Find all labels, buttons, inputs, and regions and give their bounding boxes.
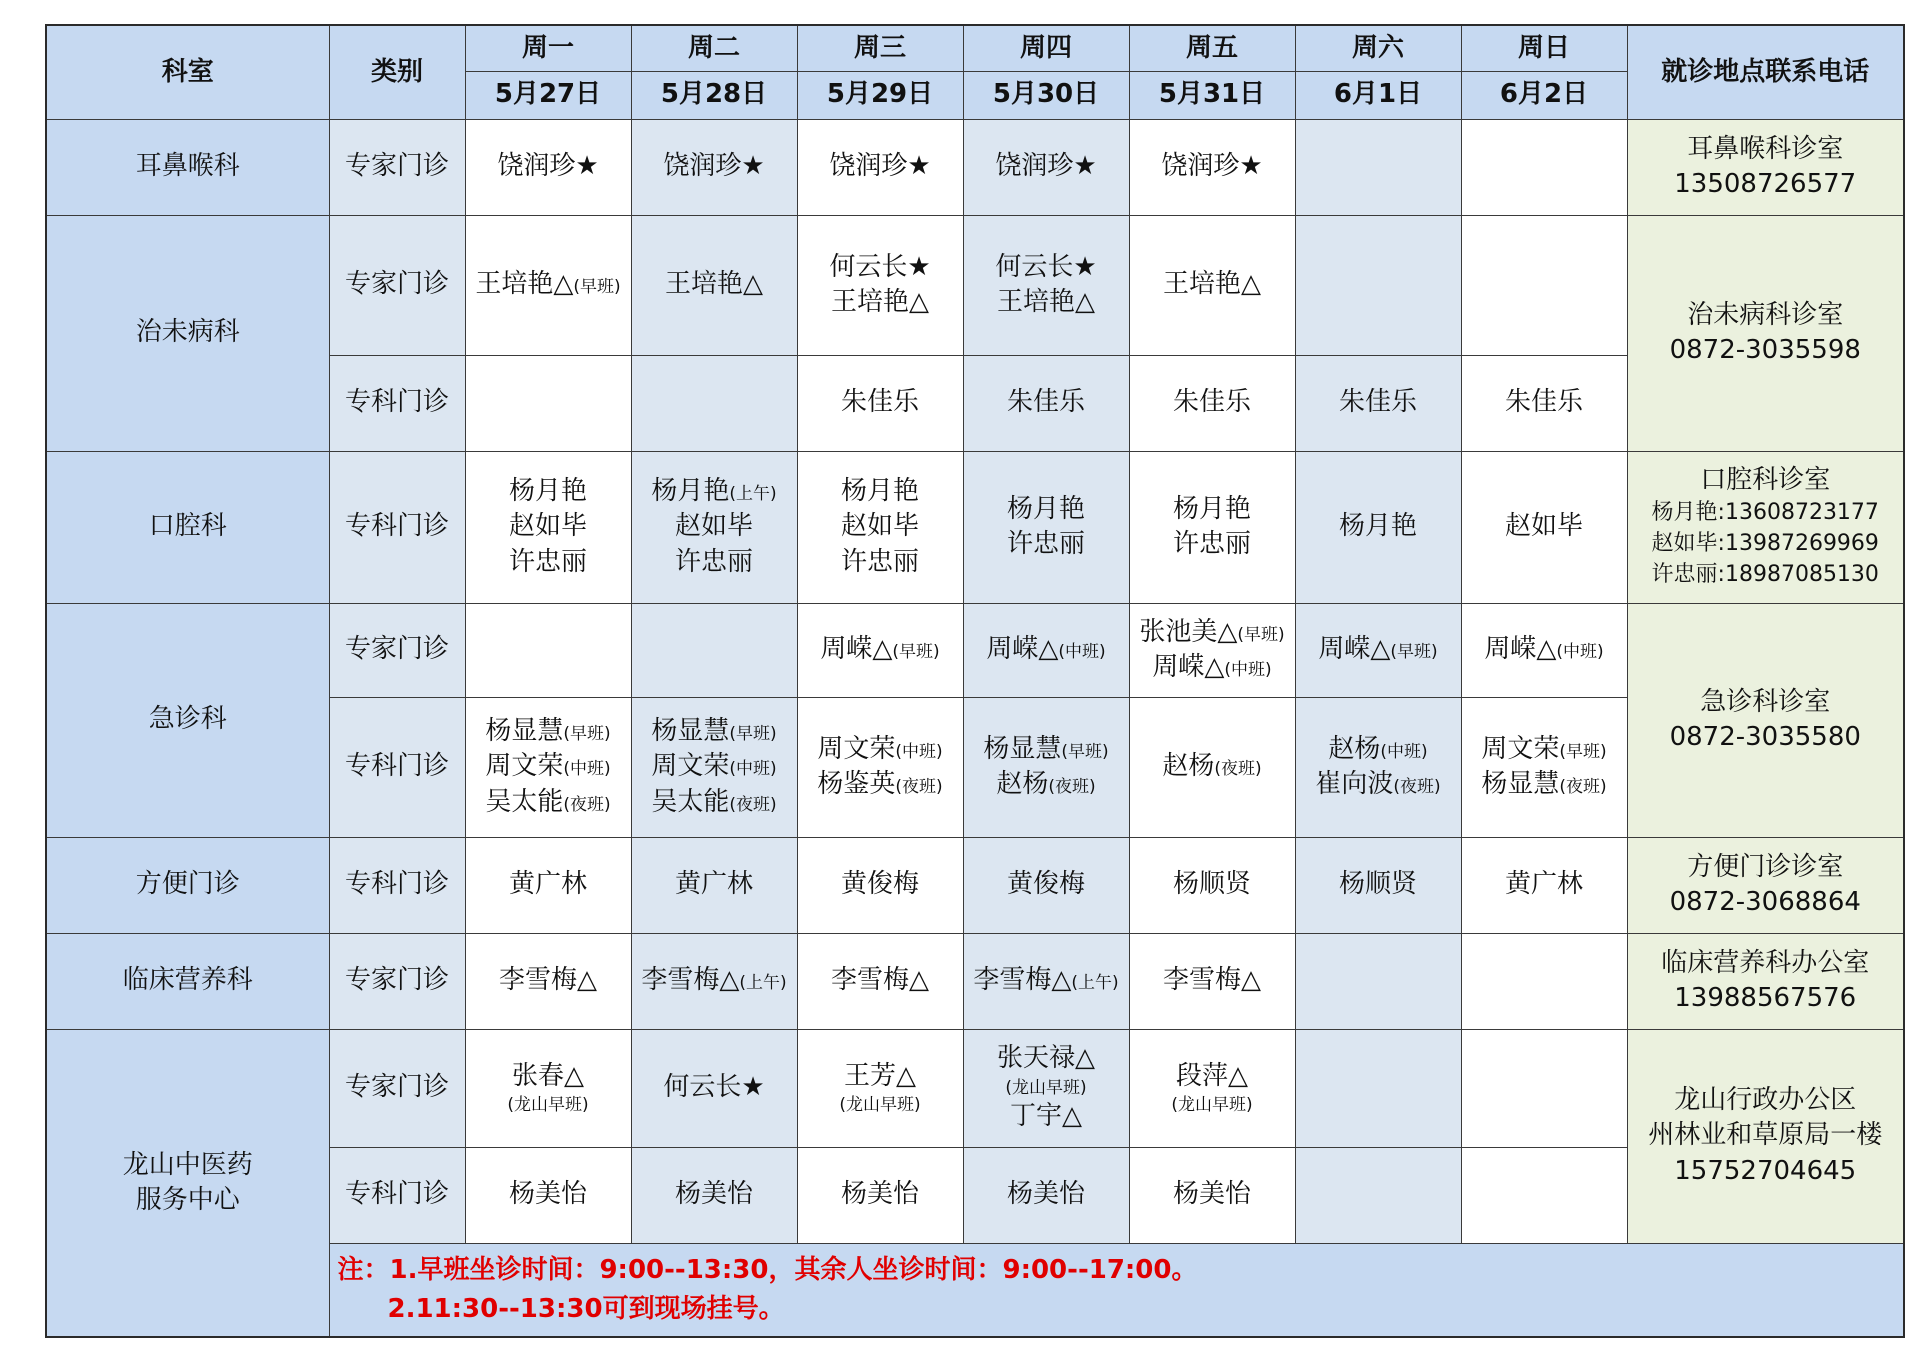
location-phone: 赵如毕:13987269969 <box>1651 531 1879 557</box>
header-date: 5月31日 <box>1129 71 1295 119</box>
header-date: 5月27日 <box>465 71 631 119</box>
schedule-cell: 王培艳△ <box>1129 215 1295 355</box>
schedule-cell: 杨美怡 <box>465 1147 631 1243</box>
location-name: 口腔科诊室 <box>1700 465 1831 496</box>
schedule-cell: 杨顺贤 <box>1295 837 1461 933</box>
header-location: 就诊地点联系电话 <box>1627 25 1904 119</box>
category-expert: 专家门诊 <box>329 603 465 697</box>
schedule-cell <box>631 355 797 451</box>
dept-preventive: 治未病科 <box>46 215 329 451</box>
schedule-cell: 周嵘△(中班) <box>963 603 1129 697</box>
schedule-cell <box>1295 215 1461 355</box>
location-convenience <box>1627 837 1904 933</box>
schedule-cell: 张春△ (龙山早班) <box>465 1029 631 1147</box>
dept-longshan: 龙山中医药 服务中心 <box>46 1029 329 1337</box>
category-special: 专科门诊 <box>329 837 465 933</box>
schedule-cell: 饶润珍★ <box>465 119 631 215</box>
location-name: 耳鼻喉科诊室 <box>1687 133 1844 164</box>
schedule-cell: 李雪梅△ <box>1129 933 1295 1029</box>
notes <box>329 1243 1904 1337</box>
schedule-cell: 饶润珍★ <box>797 119 963 215</box>
location-phone: 13508726577 <box>1674 169 1857 199</box>
schedule-cell: 李雪梅△(上午) <box>631 933 797 1029</box>
schedule-cell: 周嵘△(早班) <box>797 603 963 697</box>
category-expert: 专家门诊 <box>329 119 465 215</box>
schedule-cell: 黄广林 <box>1461 837 1627 933</box>
schedule-cell: 何云长★ 王培艳△ <box>963 215 1129 355</box>
schedule-cell: 何云长★ <box>631 1029 797 1147</box>
location-longshan <box>1627 1029 1904 1243</box>
schedule-cell: 杨月艳(上午) 赵如毕 许忠丽 <box>631 451 797 603</box>
schedule-cell: 周嵘△(中班) <box>1461 603 1627 697</box>
location-name: 方便门诊诊室 <box>1687 851 1844 882</box>
category-special: 专科门诊 <box>329 451 465 603</box>
header-date: 6月1日 <box>1295 71 1461 119</box>
table-row <box>46 451 1904 603</box>
header-weekday: 周六 <box>1295 25 1461 71</box>
location-ent <box>1627 119 1904 215</box>
category-special: 专科门诊 <box>329 697 465 837</box>
schedule-cell: 朱佳乐 <box>1129 355 1295 451</box>
location-emergency <box>1627 603 1904 837</box>
dept-convenience: 方便门诊 <box>46 837 329 933</box>
schedule-cell: 杨月艳 许忠丽 <box>1129 451 1295 603</box>
location-phone: 0872-3035580 <box>1669 722 1861 752</box>
header-weekday: 周四 <box>963 25 1129 71</box>
schedule-cell: 黄广林 <box>465 837 631 933</box>
category-special: 专科门诊 <box>329 1147 465 1243</box>
schedule-cell <box>1461 933 1627 1029</box>
header-date: 5月28日 <box>631 71 797 119</box>
schedule-cell: 朱佳乐 <box>963 355 1129 451</box>
location-nutrition <box>1627 933 1904 1029</box>
header-weekday: 周三 <box>797 25 963 71</box>
location-phone: 15752704645 <box>1674 1155 1857 1186</box>
location-phone: 杨月艳:13608723177 <box>1651 500 1879 526</box>
schedule-cell: 黄俊梅 <box>797 837 963 933</box>
location-dental <box>1627 451 1904 603</box>
schedule-cell: 杨月艳 赵如毕 许忠丽 <box>465 451 631 603</box>
location-phone: 许忠丽:18987085130 <box>1651 561 1879 587</box>
schedule-cell <box>1295 933 1461 1029</box>
schedule-cell: 朱佳乐 <box>1295 355 1461 451</box>
schedule-cell <box>465 603 631 697</box>
location-name: 急诊科诊室 <box>1700 686 1831 717</box>
schedule-table <box>45 24 1905 1338</box>
schedule-cell: 王培艳△ <box>631 215 797 355</box>
location-name: 龙山行政办公区 <box>1674 1085 1857 1116</box>
location-phone: 0872-3035598 <box>1669 335 1861 365</box>
table-row <box>46 837 1904 933</box>
schedule-cell: 杨显慧(早班) 周文荣(中班) 吴太能(夜班) <box>465 697 631 837</box>
schedule-cell: 饶润珍★ <box>963 119 1129 215</box>
schedule-cell: 赵杨(中班) 崔向波(夜班) <box>1295 697 1461 837</box>
location-preventive <box>1627 215 1904 451</box>
schedule-cell: 周文荣(中班) 杨鉴英(夜班) <box>797 697 963 837</box>
schedule-cell: 杨月艳 赵如毕 许忠丽 <box>797 451 963 603</box>
category-expert: 专家门诊 <box>329 933 465 1029</box>
schedule-cell <box>631 603 797 697</box>
schedule-cell: 段萍△ (龙山早班) <box>1129 1029 1295 1147</box>
schedule-cell: 王芳△ (龙山早班) <box>797 1029 963 1147</box>
schedule-cell: 黄俊梅 <box>963 837 1129 933</box>
schedule-cell <box>1295 119 1461 215</box>
header-weekday: 周一 <box>465 25 631 71</box>
table-row <box>46 119 1904 215</box>
schedule-cell <box>1461 215 1627 355</box>
schedule-cell: 周嵘△(早班) <box>1295 603 1461 697</box>
schedule-cell: 杨顺贤 <box>1129 837 1295 933</box>
category-expert: 专家门诊 <box>329 1029 465 1147</box>
schedule-cell: 赵杨(夜班) <box>1129 697 1295 837</box>
schedule-cell: 周文荣(早班) 杨显慧(夜班) <box>1461 697 1627 837</box>
schedule-cell: 杨月艳 <box>1295 451 1461 603</box>
header-weekday: 周二 <box>631 25 797 71</box>
schedule-cell: 朱佳乐 <box>1461 355 1627 451</box>
dept-ent: 耳鼻喉科 <box>46 119 329 215</box>
schedule-cell: 饶润珍★ <box>1129 119 1295 215</box>
schedule-cell: 杨显慧(早班) 赵杨(夜班) <box>963 697 1129 837</box>
schedule-cell: 杨月艳 许忠丽 <box>963 451 1129 603</box>
table-row <box>46 603 1904 697</box>
location-address: 州林业和草原局一楼 <box>1648 1120 1883 1151</box>
header-date: 5月29日 <box>797 71 963 119</box>
location-name: 临床营养科办公室 <box>1661 947 1870 978</box>
schedule-cell: 杨美怡 <box>797 1147 963 1243</box>
table-row <box>46 1029 1904 1147</box>
schedule-cell: 张池美△(早班) 周嵘△(中班) <box>1129 603 1295 697</box>
schedule-cell: 黄广林 <box>631 837 797 933</box>
header-category: 类别 <box>329 25 465 119</box>
schedule-cell <box>1461 119 1627 215</box>
schedule-cell: 何云长★ 王培艳△ <box>797 215 963 355</box>
schedule-cell <box>1295 1147 1461 1243</box>
header-date: 6月2日 <box>1461 71 1627 119</box>
schedule-cell: 李雪梅△(上午) <box>963 933 1129 1029</box>
note-1: 注：1.早班坐诊时间：9:00--13:30，其余人坐诊时间：9:00--17:00。 <box>337 1254 1198 1285</box>
header-weekday: 周日 <box>1461 25 1627 71</box>
schedule-cell <box>1295 1029 1461 1147</box>
header-date: 5月30日 <box>963 71 1129 119</box>
schedule-cell: 李雪梅△ <box>797 933 963 1029</box>
category-expert: 专家门诊 <box>329 215 465 355</box>
table-row <box>46 933 1904 1029</box>
dept-nutrition: 临床营养科 <box>46 933 329 1029</box>
location-phone: 0872-3068864 <box>1669 887 1861 917</box>
table-row <box>46 215 1904 355</box>
schedule-cell: 李雪梅△ <box>465 933 631 1029</box>
dept-dental: 口腔科 <box>46 451 329 603</box>
schedule-cell: 张天禄△ (龙山早班) 丁宇△ <box>963 1029 1129 1147</box>
schedule-cell: 杨美怡 <box>631 1147 797 1243</box>
header-weekday: 周五 <box>1129 25 1295 71</box>
schedule-cell: 朱佳乐 <box>797 355 963 451</box>
schedule-cell: 赵如毕 <box>1461 451 1627 603</box>
schedule-cell: 饶润珍★ <box>631 119 797 215</box>
dept-emergency: 急诊科 <box>46 603 329 837</box>
schedule-cell: 杨美怡 <box>1129 1147 1295 1243</box>
header-dept: 科室 <box>46 25 329 119</box>
note-2: 2.11:30--13:30可到现场挂号。 <box>387 1293 785 1324</box>
schedule-cell: 杨显慧(早班) 周文荣(中班) 吴太能(夜班) <box>631 697 797 837</box>
schedule-cell <box>1461 1029 1627 1147</box>
category-special: 专科门诊 <box>329 355 465 451</box>
schedule-cell <box>1461 1147 1627 1243</box>
location-phone: 13988567576 <box>1674 983 1857 1013</box>
location-name: 治未病科诊室 <box>1687 299 1844 330</box>
schedule-cell: 杨美怡 <box>963 1147 1129 1243</box>
schedule-cell: 王培艳△(早班) <box>465 215 631 355</box>
schedule-cell <box>465 355 631 451</box>
